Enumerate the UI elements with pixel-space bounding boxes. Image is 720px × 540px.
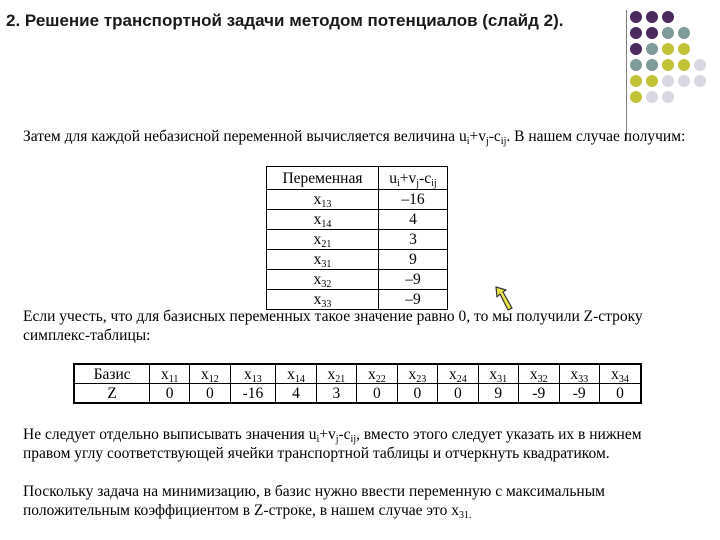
z-value-cell: 4 — [276, 384, 316, 404]
header-variable-cell: $x_{32}$ — [519, 364, 559, 384]
divider-line — [626, 10, 627, 140]
header-variable-cell: $x_{34}$ — [599, 364, 641, 384]
value-cell: 4 — [378, 210, 447, 230]
header-variable-cell: $x_{13}$ — [230, 364, 276, 384]
formula-u-sub: i — [466, 136, 470, 147]
formula-c-sub: ij — [500, 136, 507, 147]
z-value-cell: 0 — [397, 384, 437, 404]
row-label-z: Z — [74, 384, 150, 404]
z-value-cell: -9 — [559, 384, 599, 404]
paragraph-note — [23, 425, 673, 463]
table-row — [267, 270, 448, 290]
formula-ui-vj-cij — [389, 170, 436, 187]
paragraph-conclusion — [23, 482, 673, 520]
formula-u-sub: i — [316, 434, 320, 445]
note-text-start: Не следует отдельно выписывать значения — [23, 426, 309, 443]
value-cell: 3 — [378, 230, 447, 250]
intro-text-start: Затем для каждой небазисной переменной вычисляется величина — [23, 128, 459, 145]
variable-cell: $x_{31}$ — [267, 250, 379, 270]
table-header-row — [74, 364, 641, 384]
table-row — [267, 210, 448, 230]
decorative-dot — [646, 27, 658, 39]
formula-u: u — [389, 169, 398, 187]
z-row-table — [73, 363, 642, 404]
decorative-dot — [678, 27, 690, 39]
decorative-dot — [678, 43, 690, 55]
formula-ui-vj-cij — [309, 426, 356, 443]
formula-v: v — [408, 169, 417, 187]
z-value-cell: 0 — [438, 384, 478, 404]
formula-v: v — [327, 426, 336, 443]
header-variable-cell: $x_{33}$ — [559, 364, 599, 384]
z-value-cell: 0 — [357, 384, 397, 404]
reduced-costs-table — [266, 166, 448, 310]
note-text-end: , вместо этого следует указать их в нижнем правом углу соответствующей ячейки транспортной таблицы и отчеркнуть квадратиком. — [23, 426, 642, 462]
formula-plus: + — [319, 426, 328, 443]
formula-plus: + — [469, 128, 479, 145]
entering-variable: $x_{31.}$ — [451, 502, 472, 521]
z-value-cell: 3 — [316, 384, 356, 404]
header-variable-cell: $x_{24}$ — [438, 364, 478, 384]
z-value-cell: 0 — [599, 384, 641, 404]
table-row — [267, 190, 448, 210]
value-cell: –9 — [378, 270, 447, 290]
table-row — [267, 250, 448, 270]
header-variable-cell: $x_{23}$ — [397, 364, 437, 384]
decorative-dot — [646, 43, 658, 55]
formula-ui-vj-cij — [459, 128, 506, 145]
decorative-dot — [662, 27, 674, 39]
formula-plus: + — [399, 169, 409, 187]
decorative-dot — [694, 75, 706, 87]
variable-cell: $x_{32}$ — [267, 270, 379, 290]
header-variable-cell: $x_{22}$ — [357, 364, 397, 384]
formula-u: u — [308, 426, 317, 443]
slide-title: 2. Решение транспортной задачи методом потенциалов (слайд 2). — [6, 11, 564, 30]
decorative-dot — [662, 11, 674, 23]
decorative-dot — [630, 75, 642, 87]
variable-cell: $x_{33}$ — [267, 290, 379, 310]
formula-minus-c: -c — [338, 426, 351, 443]
decorative-dot — [646, 75, 658, 87]
decorative-dot — [630, 59, 642, 71]
value-cell: –16 — [378, 190, 447, 210]
header-variable-cell: $x_{11}$ — [150, 364, 190, 384]
decorative-dot — [630, 91, 642, 103]
conclusion-text: Поскольку задача на минимизацию, в базис нужно ввести переменную с максимальным положительным коэффициентом в Z-строке, в нашем случае это — [23, 483, 605, 519]
decorative-dot — [630, 11, 642, 23]
variable-cell: $x_{14}$ — [267, 210, 379, 230]
table-row — [267, 230, 448, 250]
formula-u-sub: i — [397, 177, 400, 189]
decorative-dot — [646, 11, 658, 23]
decorative-dot — [646, 59, 658, 71]
z-value-cell: 9 — [478, 384, 518, 404]
paragraph-basis: Если учесть, что для базисных переменных такое значение равно 0, то мы получили Z-строку симплекс-таблицы: — [23, 308, 643, 344]
value-cell: –9 — [378, 290, 447, 310]
decorative-dot-grid — [630, 11, 720, 111]
decorative-dot — [662, 43, 674, 55]
decorative-dot — [662, 59, 674, 71]
header-variable: Переменная — [267, 167, 379, 190]
formula-c-sub: ij — [350, 434, 357, 445]
z-value-cell: 0 — [190, 384, 230, 404]
header-basis: Базис — [74, 364, 150, 384]
table-row — [74, 384, 641, 404]
formula-c-sub: ij — [431, 177, 437, 189]
decorative-dot — [662, 75, 674, 87]
decorative-dot — [630, 43, 642, 55]
header-variable-cell: $x_{21}$ — [316, 364, 356, 384]
formula-minus-c: -c — [419, 169, 432, 187]
variable-cell: $x_{13}$ — [267, 190, 379, 210]
formula-v-sub: j — [416, 177, 420, 189]
intro-text-end: . В нашем случае получим: — [506, 128, 686, 145]
z-value-cell: -16 — [230, 384, 276, 404]
formula-v-sub: j — [485, 136, 489, 147]
value-cell: 9 — [378, 250, 447, 270]
header-variable-cell: $x_{31}$ — [478, 364, 518, 384]
header-variable-cell: $x_{14}$ — [276, 364, 316, 384]
table-header-row — [267, 167, 448, 190]
z-value-cell: 0 — [150, 384, 190, 404]
decorative-dot — [694, 59, 706, 71]
decorative-dot — [630, 27, 642, 39]
header-formula — [378, 167, 447, 190]
header-variable-cell: $x_{12}$ — [190, 364, 230, 384]
z-value-cell: -9 — [519, 384, 559, 404]
formula-v: v — [478, 128, 486, 145]
decorative-dot — [662, 91, 674, 103]
decorative-dot — [678, 59, 690, 71]
decorative-dot — [678, 75, 690, 87]
paragraph-intro — [23, 127, 693, 146]
formula-minus-c: -c — [488, 128, 501, 145]
decorative-dot — [646, 91, 658, 103]
formula-v-sub: j — [335, 434, 339, 445]
variable-cell: $x_{21}$ — [267, 230, 379, 250]
formula-u: u — [458, 128, 467, 145]
